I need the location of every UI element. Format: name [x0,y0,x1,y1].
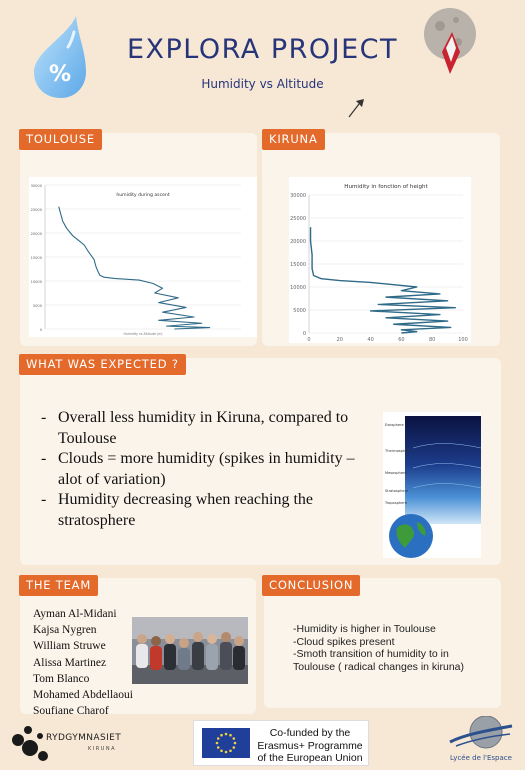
eu-star [216,742,219,745]
team-member: Ayman Al-Midani [33,608,117,620]
eu-star [229,749,232,752]
conclusion-item: -Smoth transition of humidity to in Toulouse ( radical changes in kiruna) [293,648,465,673]
conclusion-item: -Cloud spikes present [293,635,395,648]
y-tick-label: 20000 [290,239,306,245]
svg-text:Exosphere: Exosphere [385,423,404,427]
y-tick-label: 25000 [30,208,42,212]
team-member: Tom Blanco [33,672,90,685]
y-tick-label: 30000 [30,184,42,188]
team-tag: THE TEAM [19,575,98,596]
chart-title: humidity during ascent [116,193,170,198]
expected-tag: WHAT WAS EXPECTED ? [19,354,186,375]
svg-text:Thermosphere: Thermosphere [385,449,412,453]
y-tick-label: 10000 [290,285,306,291]
expected-list [41,408,381,531]
lycee-espace-logo [446,716,516,766]
eu-funding-text: Co-funded by the Erasmus+ Programme of the European Union [257,727,363,764]
conclusion-item: -Humidity is higher in Toulouse [293,623,436,635]
team-member: Kajsa Nygren [33,624,97,637]
eu-star [232,746,235,749]
eu-star [217,746,220,749]
team-member: Mohamed Abdellaoui [33,689,133,702]
eu-star [234,742,237,745]
expected-item: - Humidity decreasing when reaching the stratosphere [41,491,314,529]
y-tick-label: 30000 [290,193,306,199]
team-list [33,606,143,719]
rydgymnasiet-logo [10,718,140,762]
eu-star [229,734,232,737]
x-tick-label: 80 [429,337,436,343]
x-tick-label: 20 [336,337,343,343]
team-member: William Struwe [33,640,106,653]
conclusion-list [293,623,493,673]
kiruna-chart [289,177,471,343]
toulouse-chart-svg [29,177,257,337]
conclusion-tag: CONCLUSION [262,575,360,596]
y-tick-label: 20000 [30,232,42,236]
eu-star [225,733,228,736]
y-tick-label: 5000 [32,304,42,308]
page-title: EXPLORA PROJECT [126,34,399,65]
kiruna-tag: KIRUNA [262,129,325,150]
y-tick-label: 15000 [290,262,306,268]
eu-star [217,737,220,740]
y-tick-label: 0 [302,331,306,337]
expected-item: - Overall less humidity in Kiruna, compared to Toulouse [41,409,349,447]
page-subtitle: Humidity vs Altitude [201,77,324,91]
series-line [311,227,456,333]
y-tick-label: 25000 [290,216,306,222]
x-tick-label: 40 [367,337,374,343]
team-member: Alissa Martinez [33,656,107,669]
y-tick-label: 5000 [293,308,306,314]
x-tick-label: 60 [398,337,405,343]
y-tick-label: 10000 [30,280,42,284]
percent-symbol: % [48,62,72,87]
atmosphere-layers-image [383,412,481,558]
eu-star [232,737,235,740]
team-photo [132,617,248,684]
eu-star [220,734,223,737]
svg-text:KIRUNA: KIRUNA [88,746,117,752]
svg-text:Stratosphere: Stratosphere [385,489,409,493]
chart-title: Humidity in fonction of height [344,184,428,190]
svg-text:Troposphere: Troposphere [385,501,407,505]
eu-flag-icon [202,728,250,758]
team-member: Soufiane Charof [33,705,109,718]
expected-item: - Clouds = more humidity (spikes in humidity – alot of variation) [41,450,355,488]
small-rocket-icon [346,97,370,121]
svg-text:RYDGYMNASIET: RYDGYMNASIET [46,733,122,743]
eu-star [220,749,223,752]
x-tick-label: 100 [458,337,468,343]
legend-label: Humidity vs Altitude (m) [123,332,163,336]
eu-funding-badge [193,720,369,766]
toulouse-chart [29,177,257,337]
x-tick-label: 0 [307,337,311,343]
eu-star [225,751,228,754]
kiruna-chart-svg [289,177,471,343]
lycee-espace-label: Lycée de l'Espace [450,754,512,762]
toulouse-tag: TOULOUSE [19,129,102,150]
series-line [59,207,210,329]
y-tick-label: 0 [39,328,42,332]
y-tick-label: 15000 [30,256,42,260]
svg-text:Mesosphere: Mesosphere [385,471,407,475]
